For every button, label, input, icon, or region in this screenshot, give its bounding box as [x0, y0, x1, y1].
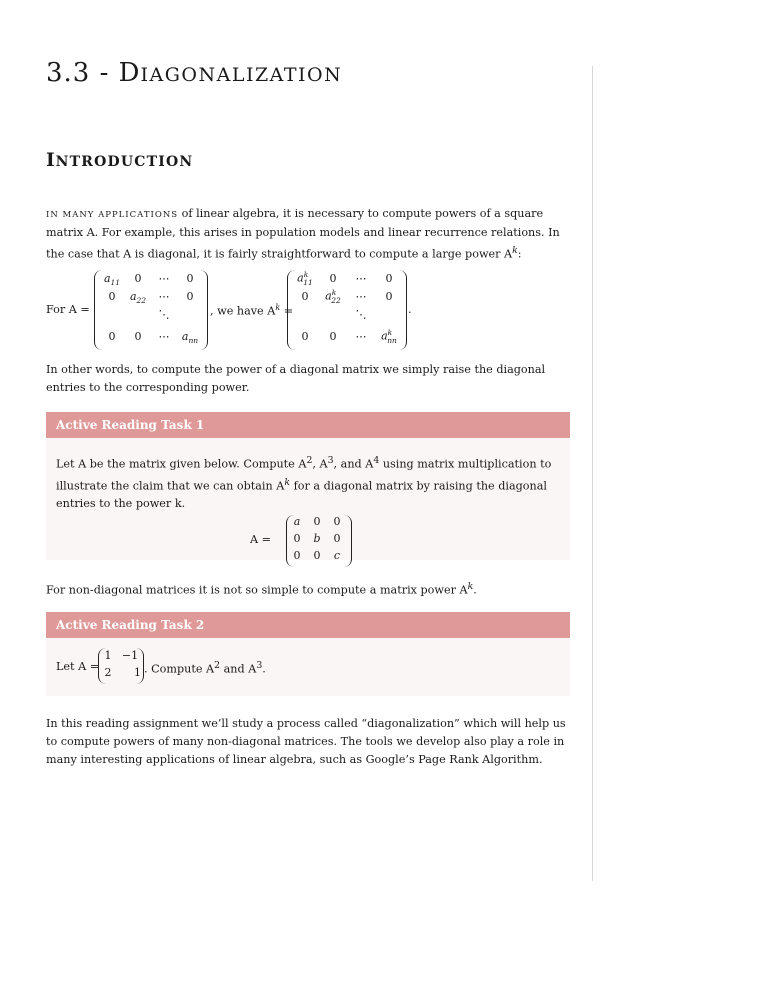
cell: −1 — [121, 649, 139, 662]
chapter-title-rest: IAGONALIZATION — [140, 64, 343, 86]
chapter-initial: D — [118, 58, 141, 88]
cell: ⋱ — [355, 308, 367, 321]
cell: 0 — [333, 515, 341, 529]
active-reading-task-2 — [46, 612, 570, 696]
cell: 0 — [329, 272, 337, 285]
active-reading-task-1 — [46, 412, 570, 563]
section-title-rest: NTRODUCTION — [55, 154, 194, 170]
cell: ⋯ — [355, 330, 367, 343]
cell: a — [293, 515, 301, 529]
cell: 0 — [329, 330, 337, 343]
task-1-matrix-display — [56, 513, 560, 571]
cell: 2 — [104, 666, 112, 679]
cell: 0 — [293, 549, 301, 563]
intro-end: : — [517, 247, 522, 261]
cell: 0 — [108, 330, 116, 343]
cell: 0 — [186, 290, 194, 303]
cell-a22: $a_{22}$ — [129, 290, 147, 306]
task-1-title: Active Reading Task 1 — [46, 412, 570, 438]
diagonal-power-display — [46, 270, 570, 350]
intro-sup: k — [512, 245, 518, 256]
cell-annk: $a^k_{nn}$ — [381, 328, 397, 345]
cell: 0 — [313, 515, 321, 529]
cell-a11k: $a^k_{11}$ — [297, 270, 313, 287]
task-2-let: Let A = — [56, 660, 100, 673]
paragraph-non-diagonal: For non-diagonal matrices it is not so simple to compute a matrix power $A^k$. — [46, 581, 477, 597]
we-have-label: , we have $A^k$ = — [210, 303, 294, 318]
cell-a11: $a_{11}$ — [103, 272, 121, 288]
cell: 0 — [301, 290, 309, 303]
cell: 0 — [293, 532, 301, 546]
cell-ann: $a_{nn}$ — [181, 330, 199, 346]
intro-text: of linear algebra, it is necessary to compute powers of a square matrix A. For example, this arises in population models and linear recurrence relations. In the case that A is diagonal, it is fairly straightforward to compute a large power A — [46, 207, 560, 261]
cell: ⋯ — [158, 330, 170, 343]
cell: ⋱ — [158, 308, 170, 321]
display-period: . — [408, 303, 412, 316]
cell: ⋯ — [355, 272, 367, 285]
cell: 1 — [134, 666, 141, 679]
matrix-2x2 — [98, 648, 144, 684]
chapter-title — [46, 58, 342, 88]
cell: ⋯ — [355, 290, 367, 303]
cell: 1 — [104, 649, 112, 662]
cell-a22k: $a^k_{22}$ — [325, 288, 341, 305]
cell: ⋯ — [158, 290, 170, 303]
diagonal-matrix-a-power-k — [287, 270, 407, 350]
cell: 0 — [385, 290, 393, 303]
cell: 0 — [333, 532, 341, 546]
cell: 0 — [385, 272, 393, 285]
matrix-abc — [286, 515, 352, 567]
margin-rule — [592, 66, 593, 881]
paragraph-diagonalization: In this reading assignment we’ll study a process called “diagonalization” which will help us to compute powers of many non-diagonal matrices. The tools we develop also play a role in many interesting applications of linear algebra, such as Google’s Page Rank Algorithm. — [46, 717, 566, 766]
intro-lead: IN MANY APPLICATIONS — [46, 210, 179, 220]
cell: ⋯ — [158, 272, 170, 285]
cell: c — [333, 549, 341, 563]
cell: 0 — [313, 549, 321, 563]
chapter-number: 3.3 - — [46, 58, 110, 88]
task-2-body — [46, 638, 570, 696]
cell: 0 — [134, 272, 142, 285]
intro-paragraph — [46, 205, 570, 264]
paragraph-diagonal-powers: In other words, to compute the power of a diagonal matrix we simply raise the diagonal entries to the corresponding power. — [46, 363, 546, 394]
cell: 0 — [301, 330, 309, 343]
task-1-text: Let A be the matrix given below. Compute $A^2$, $A^3$, and $A^4$ using matrix multiplication to illustrate the claim that we can obtain $A^k$ for a diagonal matrix by raising the diagonal entries to the power k. — [56, 455, 552, 511]
cell: 0 — [186, 272, 194, 285]
cell: 0 — [108, 290, 116, 303]
task-2-text: . Compute $A^2$ and $A^3$. — [144, 660, 266, 676]
matrix-label: A = — [250, 533, 272, 547]
task-1-body — [46, 438, 570, 571]
section-title — [46, 150, 193, 171]
diagonal-matrix-a — [94, 270, 208, 350]
cell: b — [313, 532, 321, 546]
section-initial: I — [46, 150, 56, 171]
task-2-title: Active Reading Task 2 — [46, 612, 570, 638]
cell: 0 — [134, 330, 142, 343]
for-a-label: For A = — [46, 303, 90, 316]
